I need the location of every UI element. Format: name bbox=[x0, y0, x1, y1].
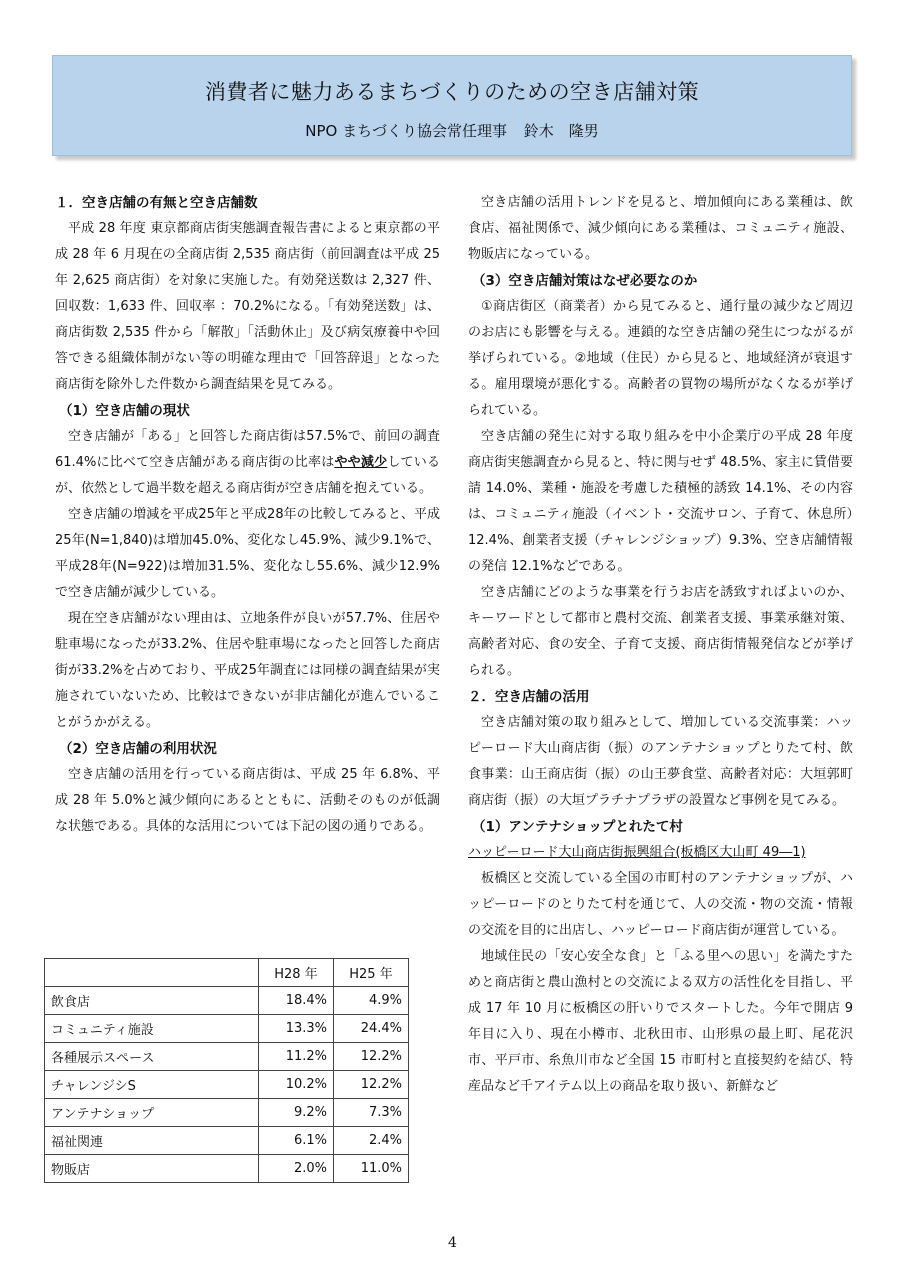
table-cell: 6.1% bbox=[259, 1127, 334, 1155]
table-row bbox=[45, 1043, 409, 1071]
table-cell: アンテナショップ bbox=[45, 1099, 259, 1127]
paragraph bbox=[55, 424, 440, 502]
table-cell: 各種展示スペース bbox=[45, 1043, 259, 1071]
subsection-heading-usage: （2）空き店舗の利用状況 bbox=[59, 741, 217, 757]
table-cell: コミュニティ施設 bbox=[45, 1015, 259, 1043]
table-cell: 10.2% bbox=[259, 1071, 334, 1099]
table-cell: 11.0% bbox=[334, 1155, 409, 1183]
subsection-heading-why-needed: （3）空き店舗対策はなぜ必要なのか bbox=[472, 273, 698, 289]
usage-table bbox=[44, 958, 409, 1183]
emphasized-text: やや減少 bbox=[334, 455, 388, 470]
page-number: 4 bbox=[448, 1235, 457, 1251]
organization-address: ハッピーロード大山商店街振興組合(板橋区大山町 49―1) bbox=[468, 845, 806, 860]
paragraph: 空き店舗の増減を平成25年と平成28年の比較してみると、平成25年(N=1,840)は増加45.0%、変化なし45.9%、減少9.1%で、平成28年(N=922)は増加31.5%、変化なし55.6%、減少12.9%で空き店舗が減少している。 bbox=[55, 507, 440, 600]
table-header-cell: H28 年 bbox=[259, 959, 334, 987]
table-row bbox=[45, 987, 409, 1015]
paragraph: 板橋区と交流している全国の市町村のアンテナショップが、ハッピーロードのとりたて村を通じて、人の交流・物の交流・情報の交流を目的に出店し、ハッピーロード商店街が運営している。 bbox=[468, 871, 853, 938]
table-cell: 7.3% bbox=[334, 1099, 409, 1127]
author-line bbox=[53, 120, 851, 141]
table-header-cell: H25 年 bbox=[334, 959, 409, 987]
paragraph: 現在空き店舗がない理由は、立地条件が良いが57.7%、住居や駐車場になったが33.2%、住居や駐車場になったと回答した商店街が33.2%を占めており、平成25年調査には同様の調査結果が実施されていないため、比較はできないが非店舗化が進んでいることがうかがえる。 bbox=[55, 611, 440, 730]
right-column bbox=[468, 190, 853, 1100]
table-row bbox=[45, 1155, 409, 1183]
table-cell: 24.4% bbox=[334, 1015, 409, 1043]
table-cell: 12.2% bbox=[334, 1043, 409, 1071]
author-name: 鈴木 隆男 bbox=[523, 122, 599, 140]
table-cell: 18.4% bbox=[259, 987, 334, 1015]
table-row bbox=[45, 1071, 409, 1099]
paragraph: 空き店舗の発生に対する取り組みを中小企業庁の平成 28 年度商店街実態調査から見ると、特に関与せず 48.5%、家主に賃借要請 14.0%、業種・施設を考慮した積極的誘致 14.1%、その内容は、コミュニティ施設（イベント・交流サロン、子育て、休息所）12.4%、創業者支援（チャレンジショップ）9.3%、空き店舗情報の発信 12.1%などである。 bbox=[468, 429, 853, 574]
table-row bbox=[45, 1099, 409, 1127]
table-cell: 11.2% bbox=[259, 1043, 334, 1071]
table-cell: 福祉関連 bbox=[45, 1127, 259, 1155]
paragraph: ①商店街区（商業者）から見てみると、通行量の減少など周辺のお店にも影響を与える。連鎖的な空き店舗の発生につながるが挙げられている。②地域（住民）から見ると、地域経済が衰退する。雇用環境が悪化する。高齢者の買物の場所がなくなるが挙げられている。 bbox=[468, 299, 853, 418]
table-cell: 13.3% bbox=[259, 1015, 334, 1043]
paragraph-text: 空き店舗が「ある」と回答した商店街は57.5%で、前回の調査61.4%に比べて空き店舗がある商店街の比率は bbox=[55, 429, 440, 470]
table-header-row bbox=[45, 959, 409, 987]
table-cell: 2.4% bbox=[334, 1127, 409, 1155]
section-heading-vacant-stores: １．空き店舗の有無と空き店舗数 bbox=[55, 195, 258, 211]
paragraph: 空き店舗対策の取り組みとして、増加している交流事業：ハッピーロード大山商店街（振）のアンテナショップとりたて村、飲食事業：山王商店街（振）の山王夢食堂、高齢者対応：大垣郭町商店街（振）の大垣プラチナプラザの設置など事例を見てみる。 bbox=[468, 715, 853, 808]
table-cell: 物販店 bbox=[45, 1155, 259, 1183]
author-organization: NPO まちづくり協会常任理事 bbox=[305, 122, 507, 140]
table-cell: チャレンジシS bbox=[45, 1071, 259, 1099]
paragraph: 地域住民の「安心安全な食」と「ふる里への思い」を満たすためと商店街と農山漁村との交流による双方の活性化を目指し、平成 17 年 10 月に板橋区の肝いりでスタートした。今年で開店 9 年目に入り、現在小樽市、北秋田市、山形県の最上町、尾花沢市、平戸市、糸魚川市など全国 15 市町村と直接契約を結び、特産品など千アイテム以上の商品を取り扱い、新鮮など bbox=[468, 949, 853, 1094]
paragraph: 平成 28 年度 東京都商店街実態調査報告書によると東京都の平成 28 年 6 月現在の全商店街 2,535 商店街（前回調査は平成 25 年 2,625 商店街）を対象に実施した。有効発送数は 2,327 件、回収数：1,633 件、回収率 ：70.2%になる。「有効発送数」は、商店街数 2,535 件から「解散」「活動休止」及び病気療養中や回答できる組織体制がない等の明確な理由で「回答辞退」となった商店街を除外した件数から調査結果を見てみる。 bbox=[55, 221, 440, 392]
section-heading-utilization: ２．空き店舗の活用 bbox=[468, 689, 590, 705]
table-cell: 9.2% bbox=[259, 1099, 334, 1127]
table-cell: 飲食店 bbox=[45, 987, 259, 1015]
paragraph: 空き店舗の活用を行っている商店街は、平成 25 年 6.8%、平成 28 年 5.0%と減少傾向にあるとともに、活動そのものが低調な状態である。具体的な活用については下記の図の通りである。 bbox=[55, 767, 440, 834]
table-cell: 4.9% bbox=[334, 987, 409, 1015]
paragraph-text: しているが、依然として過半数を超える商店街が空き店舗を抱えている。 bbox=[55, 455, 440, 496]
table-row bbox=[45, 1015, 409, 1043]
subsection-heading-current-state: （1）空き店舗の現状 bbox=[59, 403, 190, 419]
table-cell: 12.2% bbox=[334, 1071, 409, 1099]
table-row bbox=[45, 1127, 409, 1155]
title-banner bbox=[52, 55, 852, 156]
paragraph: 空き店舗の活用トレンドを見ると、増加傾向にある業種は、飲食店、福祉関係で、減少傾向にある業種は、コミュニティ施設、物販店になっている。 bbox=[468, 195, 853, 262]
left-column bbox=[55, 190, 440, 840]
page-title: 消費者に魅力あるまちづくりのための空き店舗対策 bbox=[204, 80, 700, 104]
table-header-cell bbox=[45, 959, 259, 987]
table-cell: 2.0% bbox=[259, 1155, 334, 1183]
subsection-heading-antenna-shop: （1）アンテナショップとれたて村 bbox=[472, 819, 683, 835]
paragraph: 空き店舗にどのような事業を行うお店を誘致すればよいのか、キーワードとして都市と農村交流、創業者支援、事業承継対策、高齢者対応、食の安全、子育て支援、商店街情報発信などが挙げられる。 bbox=[468, 585, 853, 678]
